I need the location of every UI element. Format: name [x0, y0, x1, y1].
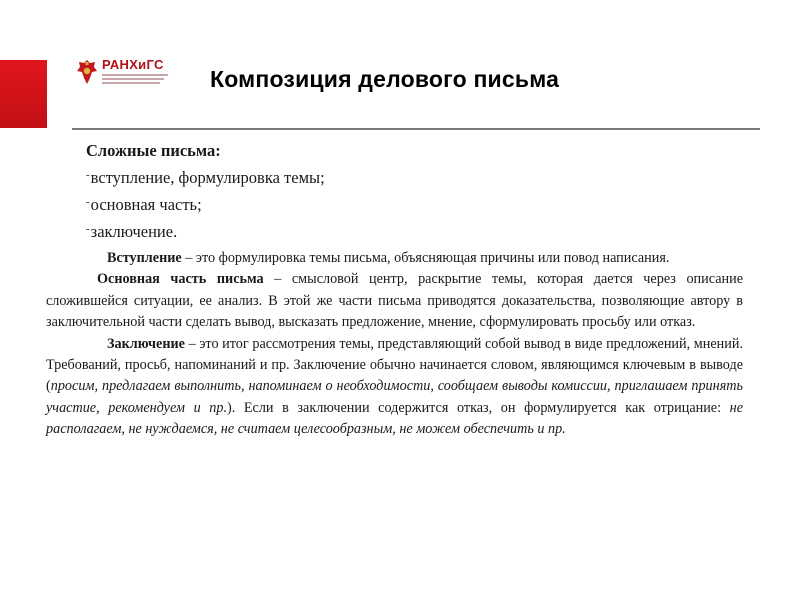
- main-term: Основная часть письма: [97, 271, 264, 288]
- page-title: Композиция делового письма: [210, 66, 560, 92]
- conclusion-term: Заключение: [107, 335, 185, 352]
- list-item: -основная часть;: [86, 195, 202, 214]
- list-item: -вступление, формулировка темы;: [86, 168, 325, 187]
- main-paragraph: Основная часть письма – смысловой центр, раскрытие темы, которая дается через описание сложившейся ситуации, ее анализ. В этой же части письма приводятся доказательства, позволяющие автору в заключительной части сделать вывод, высказать предложение, мнение, сформулировать просьбу или отказ.: [46, 271, 743, 331]
- conclusion-negations: не располагаем, не нуждаемся, не считаем целесообразным, не можем обеспечить и пр.: [46, 399, 743, 438]
- logo-name: РАНХиГС: [102, 57, 164, 72]
- list-item: -заключение.: [86, 222, 178, 241]
- summary-list: [86, 163, 325, 244]
- summary-block: [86, 139, 325, 244]
- eagle-emblem-icon: [76, 58, 98, 86]
- red-accent-bar: [0, 60, 47, 128]
- intro-term: Вступление: [107, 250, 182, 266]
- body-text: [46, 248, 743, 441]
- summary-heading: Сложные письма:: [86, 141, 221, 160]
- logo-subtitle-lines: [102, 74, 168, 86]
- intro-paragraph: Вступление – это формулировка темы письма, объясняющая причины или повод написания.: [107, 250, 670, 266]
- title-divider: [72, 128, 760, 130]
- conclusion-paragraph: Заключение – это итог рассмотрения темы, представляющий собой вывод в виде предложений, мнений. Требований, просьб, напоминаний и пр. Заключение обычно начинается словом, являющимся ключевым в выводе (просим, предлагаем выполнить, напоминаем о необходимости, сообщаем выводы комиссии, приглашаем принять участие, рекомендуем и пр.). Если в заключении содержится отказ, он формулируется как отрицание: не располагаем, не нуждаемся, не считаем целесообразным, не можем обеспечить и пр.: [46, 335, 743, 438]
- conclusion-examples: просим, предлагаем выполнить, напоминаем о необходимости, сообщаем выводы комиссии, приглашаем принять участие, рекомендуем и пр.: [46, 378, 743, 416]
- ranepa-logo: [76, 58, 176, 88]
